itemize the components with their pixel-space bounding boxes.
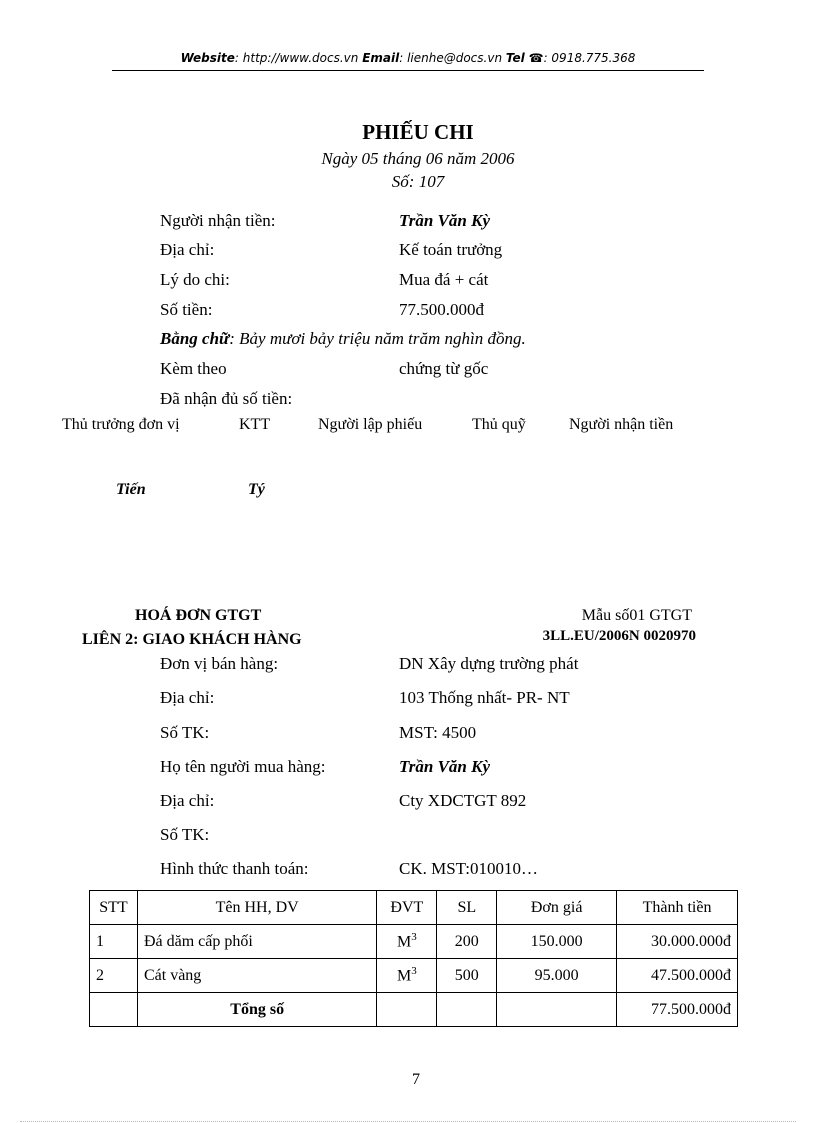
- address-value: Kế toán trưởng: [399, 240, 503, 259]
- in-words-value: : Bảy mươi bảy triệu năm trăm nghìn đồng.: [229, 329, 526, 348]
- row-amount: 47.500.000đ: [617, 959, 738, 993]
- total-empty: [90, 993, 138, 1027]
- header-divider: [112, 70, 704, 71]
- total-amount: 77.500.000đ: [617, 993, 738, 1027]
- row-name: Cát vàng: [137, 959, 376, 993]
- attach-value: chứng từ gốc: [399, 359, 489, 378]
- row-name: Đá dăm cấp phối: [137, 925, 376, 959]
- col-price: Đơn giá: [497, 891, 617, 925]
- email-label: Email: [362, 51, 400, 65]
- seller-value: DN Xây dựng trường phát: [399, 654, 579, 673]
- row-qty: 500: [437, 959, 497, 993]
- invoice-form-no: Mẫu số01 GTGT: [581, 607, 692, 624]
- buyer-account-label: Số TK:: [160, 825, 210, 844]
- total-empty: [377, 993, 437, 1027]
- in-words-label: Bằng chữ: [160, 329, 230, 348]
- sig-cashier: Thủ quỹ: [472, 416, 526, 433]
- signed-name-ktt: Tý: [248, 481, 265, 498]
- tel-value: : 0918.775.368: [543, 51, 636, 65]
- voucher-date: Ngày 05 tháng 06 năm 2006: [321, 149, 515, 168]
- row-qty: 200: [437, 925, 497, 959]
- sig-receiver: Người nhận tiền: [569, 416, 674, 433]
- page-bottom-border: [20, 1121, 796, 1122]
- row-unit: [377, 925, 437, 959]
- voucher-number: Số: 107: [391, 172, 445, 191]
- seller-label: Đơn vị bán hàng:: [160, 654, 279, 673]
- payee-label: Người nhận tiền:: [160, 211, 276, 230]
- email-value: : lienhe@docs.vn: [399, 51, 503, 65]
- row-price: 95.000: [497, 959, 617, 993]
- unit-sup: 3: [411, 931, 417, 944]
- amount-label: Số tiền:: [160, 300, 213, 319]
- voucher-title: PHIẾU CHI: [362, 120, 474, 144]
- total-empty: [437, 993, 497, 1027]
- row-price: 150.000: [497, 925, 617, 959]
- total-label: Tổng số: [137, 993, 376, 1027]
- seller-address-value: 103 Thống nhất- PR- NT: [399, 688, 570, 707]
- in-words-line: [160, 329, 526, 349]
- seller-address-label: Địa chỉ:: [160, 688, 215, 707]
- col-qty: SL: [437, 891, 497, 925]
- page-header: [0, 51, 816, 65]
- signed-name-head: Tiến: [116, 481, 146, 498]
- row-stt: 2: [90, 959, 138, 993]
- table-row: [90, 959, 738, 993]
- sig-chief-accountant: KTT: [239, 416, 271, 433]
- invoice-copy: LIÊN 2: GIAO KHÁCH HÀNG: [82, 631, 302, 648]
- buyer-address-value: Cty XDCTGT 892: [399, 791, 527, 810]
- col-name: Tên HH, DV: [137, 891, 376, 925]
- address-label: Địa chỉ:: [160, 240, 215, 259]
- payee-value: Trần Văn Kỳ: [399, 211, 491, 230]
- website-label: Website: [180, 51, 235, 65]
- received-label: Đã nhận đủ số tiền:: [160, 389, 293, 408]
- unit-sup: 3: [411, 965, 417, 978]
- buyer-label: Họ tên người mua hàng:: [160, 757, 326, 776]
- seller-account-label: Số TK:: [160, 723, 210, 742]
- payment-method-label: Hình thức thanh toán:: [160, 859, 309, 878]
- col-amount: Thành tiền: [617, 891, 738, 925]
- sig-preparer: Người lập phiếu: [318, 416, 423, 433]
- row-stt: 1: [90, 925, 138, 959]
- invoice-items-table: [89, 890, 738, 1027]
- amount-value: 77.500.000đ: [399, 300, 484, 319]
- table-row: [90, 925, 738, 959]
- website-value: : http://www.docs.vn: [234, 51, 359, 65]
- reason-label: Lý do chi:: [160, 270, 230, 289]
- unit-base: M: [396, 933, 412, 951]
- page-number: 7: [412, 1071, 420, 1088]
- seller-account-value: MST: 4500: [399, 723, 477, 742]
- sig-head: Thủ trưởng đơn vị: [62, 416, 180, 433]
- unit-base: M: [396, 967, 412, 985]
- buyer-address-label: Địa chỉ:: [160, 791, 215, 810]
- invoice-serial: 3LL.EU/2006N 0020970: [542, 628, 696, 644]
- total-empty: [497, 993, 617, 1027]
- invoice-title: HOÁ ĐƠN GTGT: [135, 607, 262, 624]
- table-total-row: [90, 993, 738, 1027]
- col-stt: STT: [90, 891, 138, 925]
- phone-icon: ☎: [528, 51, 544, 65]
- reason-value: Mua đá + cát: [399, 270, 489, 289]
- col-unit: ĐVT: [377, 891, 437, 925]
- tel-label: Tel: [505, 51, 525, 65]
- row-unit: [377, 959, 437, 993]
- buyer-value: Trần Văn Kỳ: [399, 757, 491, 776]
- row-amount: 30.000.000đ: [617, 925, 738, 959]
- table-header-row: [90, 891, 738, 925]
- attach-label: Kèm theo: [160, 359, 227, 378]
- payment-method-value: CK. MST:010010…: [399, 859, 538, 878]
